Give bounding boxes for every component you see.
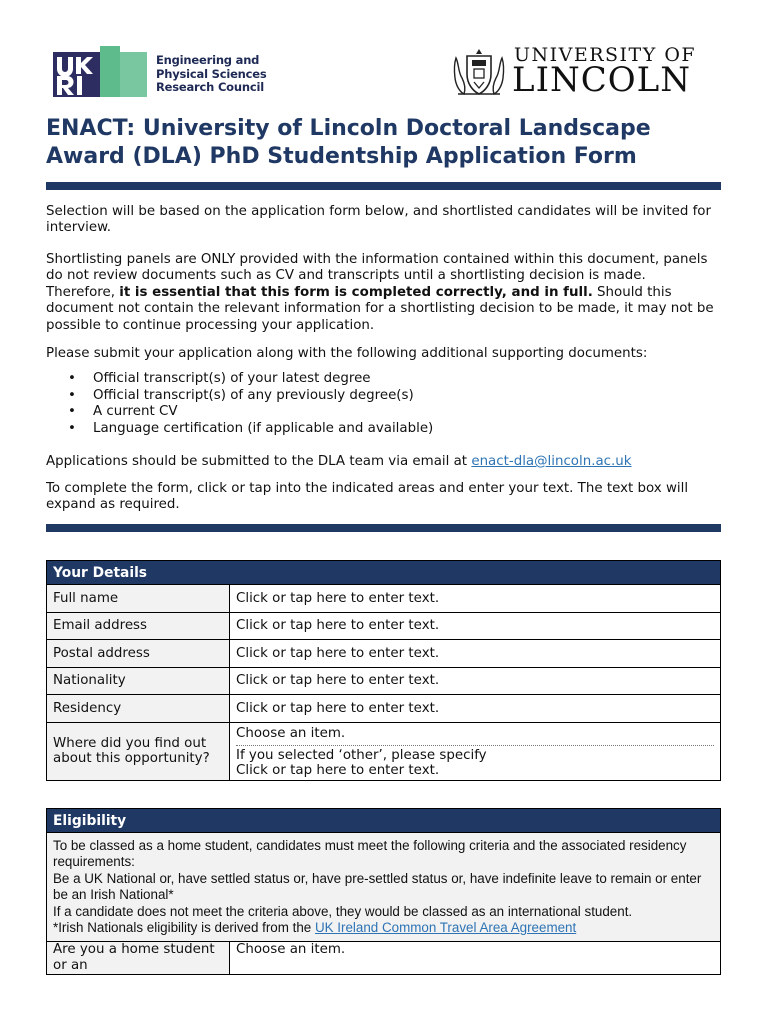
- divider: [46, 182, 721, 190]
- postal-address-field[interactable]: Click or tap here to enter text.: [230, 640, 721, 668]
- text-span: Applications should be submitted to the DLA team via email at: [46, 454, 472, 469]
- table-row: [47, 695, 721, 723]
- table-row: [47, 585, 721, 613]
- field-label: Full name: [47, 585, 230, 613]
- your-details-table: [46, 560, 721, 781]
- field-label: Email address: [47, 612, 230, 640]
- intro-paragraph: Selection will be based on the application form below, and shortlisted candidates will be invited for interview.: [46, 204, 711, 236]
- residency-field[interactable]: Click or tap here to enter text.: [230, 695, 721, 723]
- epsrc-line: Physical Sciences: [156, 66, 267, 81]
- list-item: [46, 421, 716, 438]
- table-row: [47, 833, 721, 942]
- field-label: Postal address: [47, 640, 230, 668]
- documents-list: [46, 371, 716, 437]
- list-item-text: Language certification (if applicable and available): [93, 420, 434, 436]
- section-heading: Your Details: [47, 561, 721, 585]
- submission-paragraph: [46, 454, 716, 470]
- ukri-logo: [53, 46, 147, 97]
- lincoln-crest-icon: [452, 48, 506, 98]
- epsrc-name: [156, 54, 267, 95]
- full-name-field[interactable]: Click or tap here to enter text.: [230, 585, 721, 613]
- email-field[interactable]: Click or tap here to enter text.: [230, 612, 721, 640]
- list-item: [46, 388, 716, 405]
- email-link[interactable]: enact-dla@lincoln.ac.uk: [471, 454, 632, 469]
- lincoln-name: LINCOLN: [512, 60, 691, 100]
- eligibility-table: [46, 808, 721, 975]
- page-title: ENACT: University of Lincoln Doctoral Landscape Award (DLA) PhD Studentship Application Form: [46, 116, 651, 169]
- list-item-text: Official transcript(s) of your latest degree: [93, 371, 371, 386]
- list-item-text: Official transcript(s) of any previously degree(s): [93, 387, 414, 403]
- field-label: Are you a home student or an: [47, 942, 230, 975]
- section-heading: Eligibility: [47, 809, 721, 833]
- other-prompt: If you selected ‘other’, please specify: [236, 747, 487, 763]
- epsrc-line: Engineering and: [156, 53, 260, 67]
- other-specify-field[interactable]: Click or tap here to enter text.: [236, 762, 440, 778]
- lincoln-university-of: UNIVERSITY OF: [514, 44, 697, 66]
- table-row: [47, 942, 721, 975]
- eligibility-text: [53, 920, 714, 936]
- table-row: [47, 612, 721, 640]
- table-row: [47, 667, 721, 695]
- table-row: [47, 722, 721, 780]
- list-item-text: A current CV: [93, 404, 178, 420]
- table-row: [47, 640, 721, 668]
- bullet-icon: •: [68, 404, 76, 420]
- field-label: Nationality: [47, 667, 230, 695]
- intro-paragraph: Please submit your application along with the following additional supporting documents:: [46, 346, 648, 361]
- list-item: [46, 371, 716, 388]
- home-student-dropdown[interactable]: Choose an item.: [230, 942, 721, 975]
- eligibility-text: If a candidate does not meet the criteria above, they would be classed as an international student.: [53, 903, 633, 919]
- bullet-icon: •: [68, 420, 76, 436]
- source-cell: [230, 722, 721, 780]
- text-span: *Irish Nationals eligibility is derived from the: [53, 920, 315, 936]
- source-dropdown[interactable]: Choose an item.: [236, 723, 714, 746]
- bullet-icon: •: [68, 371, 76, 386]
- list-item: [46, 404, 716, 421]
- nationality-field[interactable]: Click or tap here to enter text.: [230, 667, 721, 695]
- other-specify: [236, 746, 714, 778]
- travel-area-link[interactable]: UK Ireland Common Travel Area Agreement: [314, 920, 577, 936]
- instructions-paragraph: To complete the form, click or tap into the indicated areas and enter your text. The text box will expand as required.: [46, 481, 689, 513]
- eligibility-text: Be a UK National or, have settled status or, have pre-settled status or, have indefinite leave to remain or enter be an Irish National*: [53, 870, 702, 903]
- intro-paragraph: [46, 252, 716, 334]
- text-span: Should this document not contain the relevant information for a shortlisting decision to be made, it may not be possible to continue processing your application.: [46, 284, 714, 333]
- emphasis-text: it is essential that this form is completed correctly, and in full.: [119, 284, 593, 300]
- text-span: Shortlisting panels are ONLY provided with the information contained within this document, panels do not review documents such as CV and transcripts until a shortlisting decision is made. Therefore,: [46, 252, 708, 300]
- eligibility-text: To be classed as a home student, candidates must meet the following criteria and the associated residency requirements:: [53, 838, 687, 870]
- field-label: Where did you find out about this opportunity?: [47, 722, 230, 780]
- eligibility-criteria: [47, 833, 721, 942]
- field-label: Residency: [47, 695, 230, 723]
- divider: [46, 524, 721, 532]
- epsrc-line: Research Council: [156, 80, 264, 94]
- bullet-icon: •: [68, 387, 76, 403]
